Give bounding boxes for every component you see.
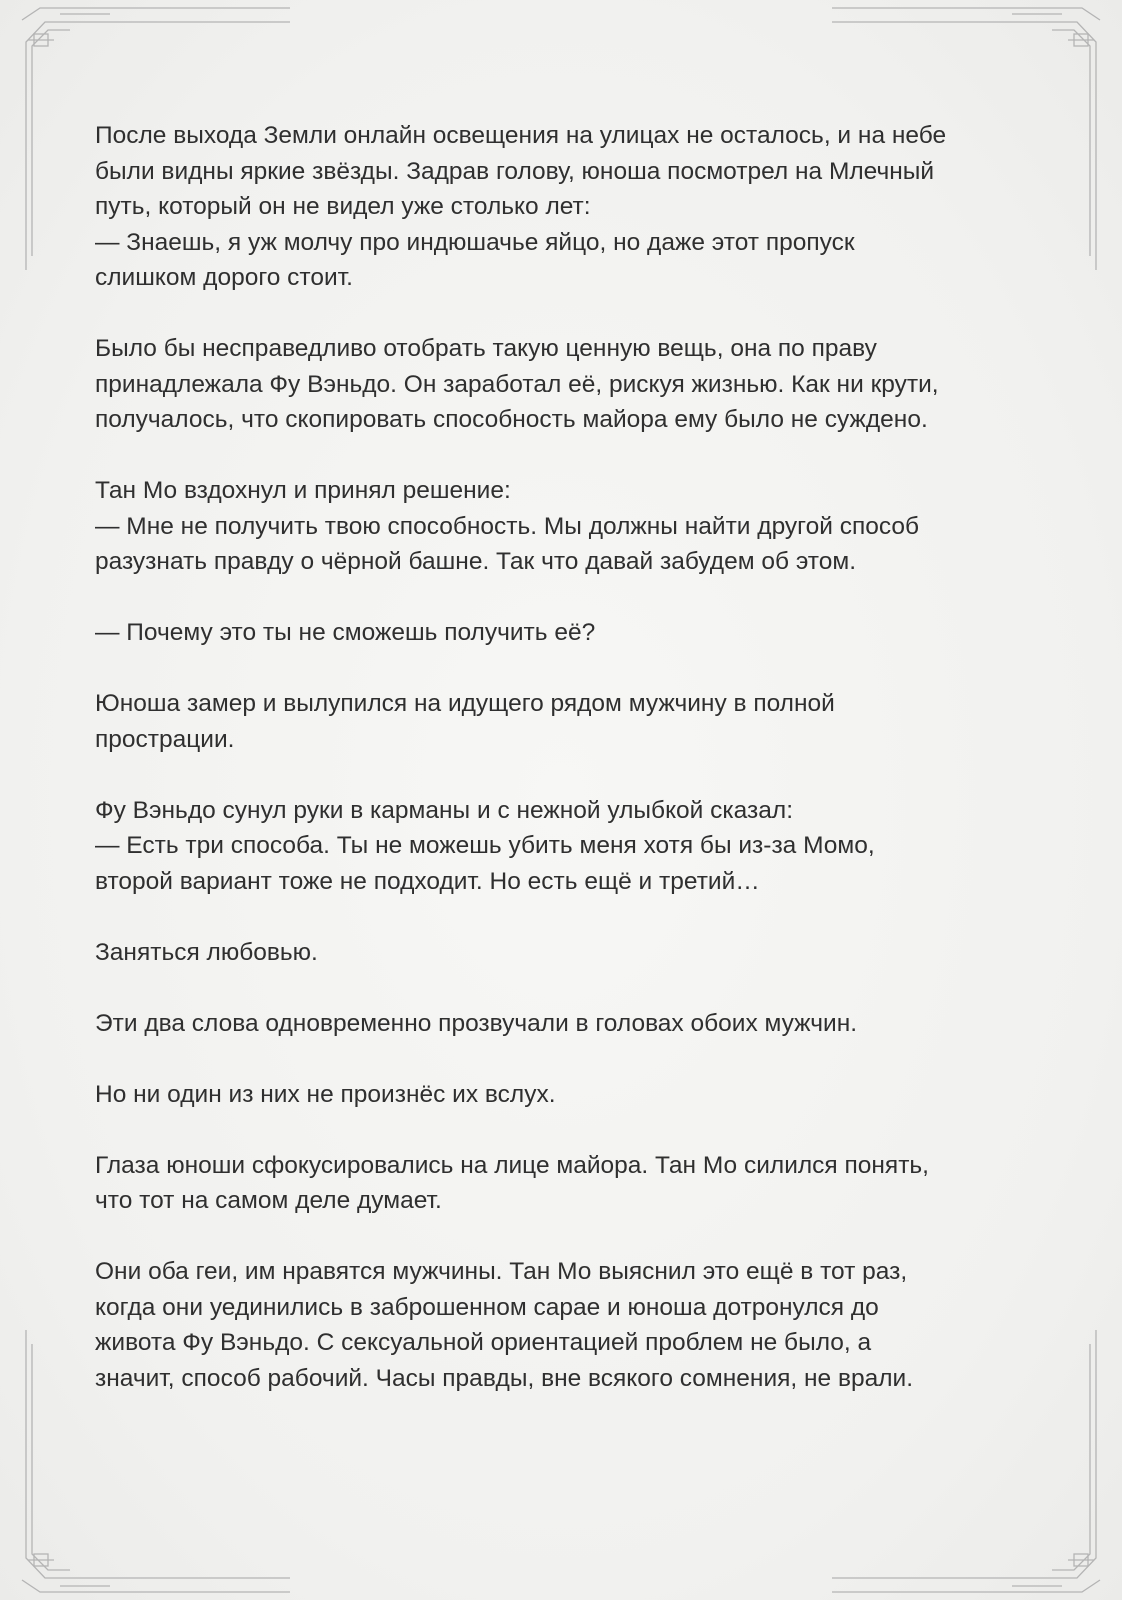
text-line: Они оба геи, им нравятся мужчины. Тан Мо выяснил это ещё в тот раз,: [95, 1258, 908, 1285]
paragraph: [95, 1254, 1030, 1396]
text-line: Фу Вэньдо сунул руки в карманы и с нежной улыбкой сказал:: [95, 796, 793, 824]
paragraph: [95, 118, 1030, 296]
text-line: Тан Мо вздохнул и принял решение:: [95, 477, 511, 504]
text-line: прострации.: [95, 725, 235, 753]
text-line: когда они уединились в заброшенном сарае и юноша дотронулся до: [95, 1293, 879, 1321]
text-line: Глаза юноши сфокусировались на лице майора. Тан Мо силился понять,: [95, 1151, 929, 1179]
paragraph: [95, 615, 1030, 651]
text-line: После выхода Земли онлайн освещения на улицах не осталось, и на небе: [95, 122, 947, 149]
text-line: Эти два слова одновременно прозвучали в головах обоих мужчин.: [95, 1009, 858, 1037]
paragraph: [95, 686, 1030, 757]
text-line: — Почему это ты не сможешь получить её?: [95, 619, 596, 646]
text-line: Юноша замер и вылупился на идущего рядом мужчину в полной: [95, 690, 835, 717]
document-body: [95, 118, 1030, 1432]
text-line: были видны яркие звёзды. Задрав голову, юноша посмотрел на Млечный: [95, 157, 935, 185]
text-line: получалось, что скопировать способность майора ему было не суждено.: [95, 406, 928, 433]
text-line: значит, способ рабочий. Часы правды, вне всякого сомнения, не врали.: [95, 1364, 914, 1392]
paragraph: [95, 1006, 1030, 1042]
paragraph: [95, 473, 1030, 580]
text-line: Было бы несправедливо отобрать такую ценную вещь, она по праву: [95, 335, 877, 362]
text-line: второй вариант тоже не подходит. Но есть ещё и третий…: [95, 867, 760, 895]
text-line: что тот на самом деле думает.: [95, 1187, 442, 1214]
paragraph: [95, 1077, 1030, 1113]
text-line: разузнать правду о чёрной башне. Так что давай забудем об этом.: [95, 548, 857, 575]
text-line: Заняться любовью.: [95, 938, 318, 966]
text-line: — Знаешь, я уж молчу про индюшачье яйцо, но даже этот пропуск: [95, 228, 855, 256]
text-line: принадлежала Фу Вэньдо. Он заработал её, рискуя жизнью. Как ни крути,: [95, 370, 939, 398]
text-line: Но ни один из них не произнёс их вслух.: [95, 1080, 556, 1108]
paragraph: [95, 793, 1030, 900]
paragraph: [95, 331, 1030, 438]
text-line: живота Фу Вэньдо. С сексуальной ориентацией проблем не было, а: [95, 1329, 872, 1356]
text-line: слишком дорого стоит.: [95, 264, 353, 291]
paragraph: [95, 1148, 1030, 1219]
text-line: путь, который он не видел уже столько лет:: [95, 193, 591, 220]
text-line: — Есть три способа. Ты не можешь убить меня хотя бы из-за Момо,: [95, 832, 875, 859]
text-line: — Мне не получить твою способность. Мы должны найти другой способ: [95, 512, 920, 540]
paragraph: [95, 935, 1030, 971]
